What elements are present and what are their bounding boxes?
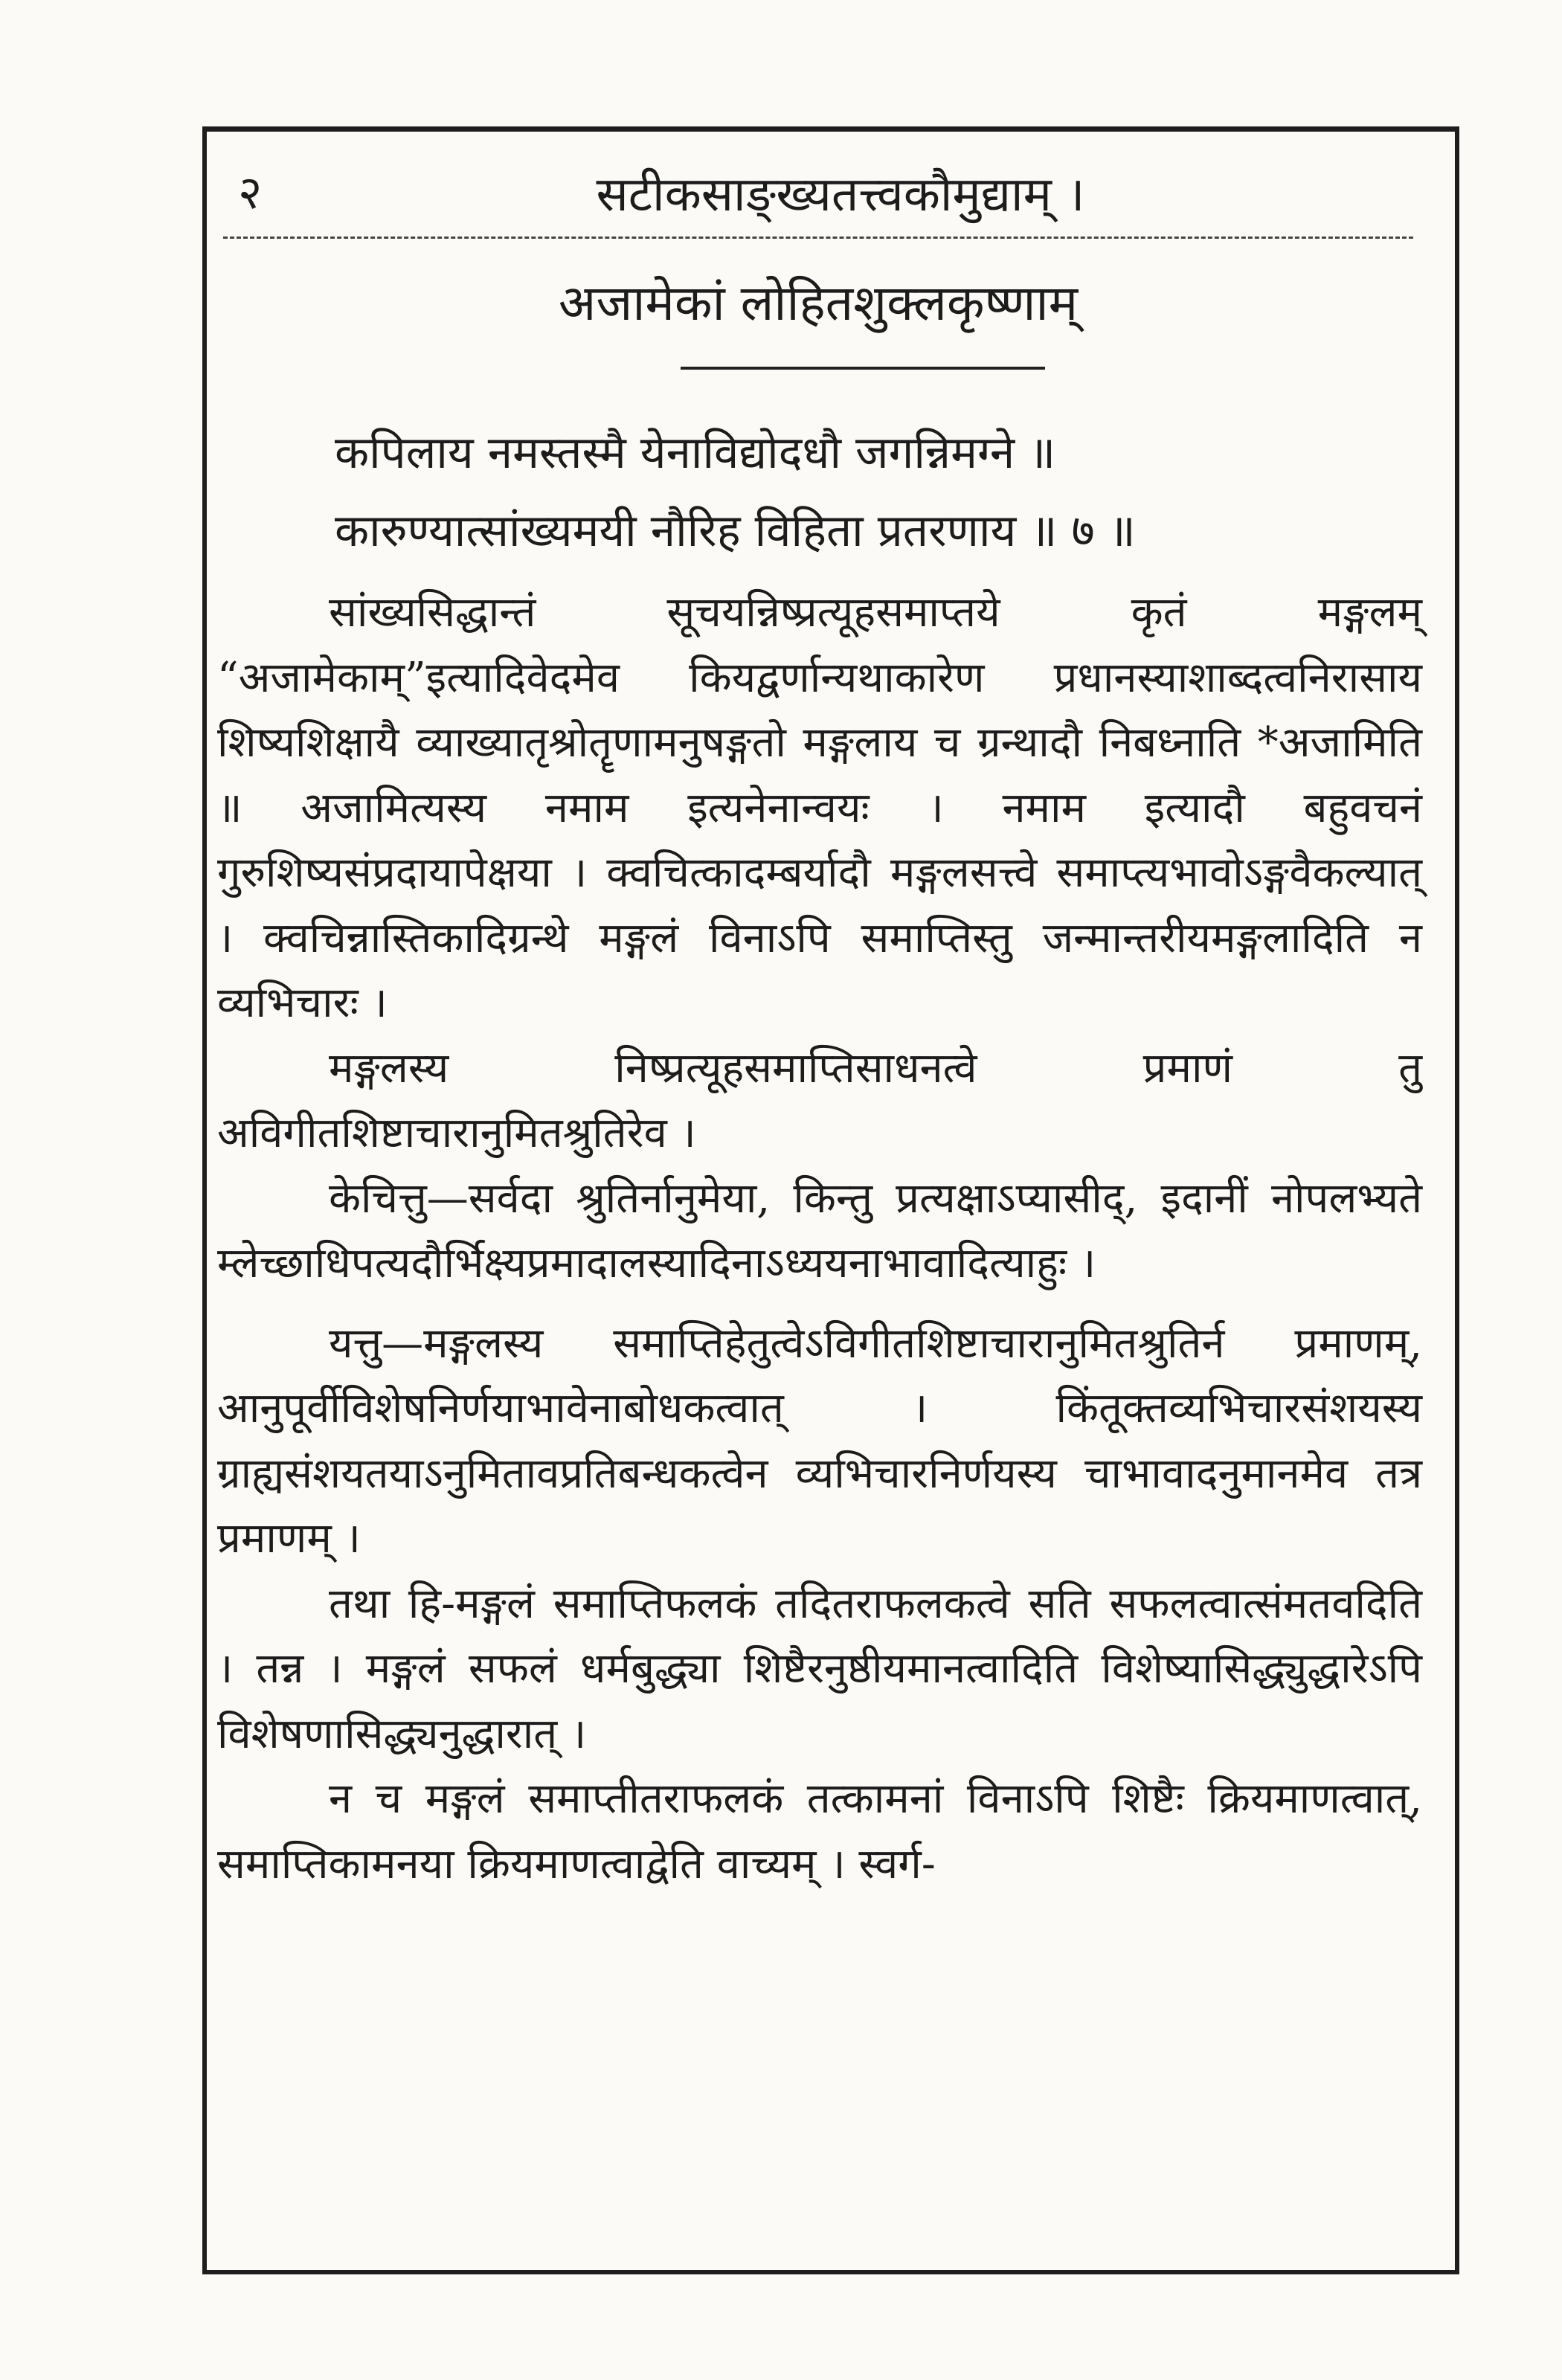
page-number: २ (238, 165, 263, 219)
paragraph-2: मङ्गलस्य निष्प्रत्यूहसमाप्तिसाधनत्वे प्रमाणं तु अविगीतशिष्टाचारानुमितश्रुतिरेव । (217, 1043, 1422, 1157)
verse-line-1: कपिलाय नमस्तस्मै येनाविद्योदधौ जगन्निमग्ने ॥ (335, 427, 1056, 479)
verse-line-2: कारुण्यात्सांख्यमयी नौरिह विहिता प्रतरणाय ॥ ७ ॥ (335, 505, 1136, 557)
section-heading: अजामेकां लोहितशुक्लकृष्णाम् (558, 274, 1079, 332)
paragraph-1: सांख्यसिद्धान्तं सूचयन्निष्प्रत्यूहसमाप्तये कृतं मङ्गलम् “अजामेकाम्”इत्यादिवेदमेव कियद्वर्णान्यथाकारेण प्रधानस्याशाब्दत्वनिरासाय शिष्यशिक्षायै व्याख्यातृश्रोतॄणामनुषङ्गतो मङ्गलाय च ग्रन्थादौ निबध्नाति *अजामिति ॥ अजामित्यस्य नमाम इत्यनेनान्वयः । नमाम इत्यादौ बहुवचनं गुरुशिष्यसंप्रदायापेक्षया । क्वचित्कादम्बर्यादौ मङ्गलसत्त्वे समाप्त्यभावोऽङ्गवैकल्यात् । क्वचिन्नास्तिकादिग्रन्थे मङ्गलं विनाऽपि समाप्तिस्तु जन्मान्तरीयमङ्गलादिति न व्यभिचारः । (217, 588, 1422, 1027)
paragraph-4: यत्तु—मङ्गलस्य समाप्तिहेतुत्वेऽविगीतशिष्टाचारानुमितश्रुतिर्न प्रमाणम्, आनुपूर्वीविशेषनिर्णयाभावेनाबोधकत्वात् । किंतूक्तव्यभिचारसंशयस्य ग्राह्यसंशयतयाऽनुमितावप्रतिबन्धकत्वेन व्यभिचारनिर्णयस्य चाभावादनुमानमेव तत्र प्रमाणम् । (217, 1319, 1422, 1563)
running-title: सटीकसाङ्ख्यतत्त्वकौमुद्याम् । (596, 167, 1085, 222)
header-divider (223, 237, 1413, 239)
paragraph-5: तथा हि-मङ्गलं समाप्तिफलकं तदितराफलकत्वे सति सफलत्वात्संमतवदिति । तन्न । मङ्गलं सफलं धर्मबुद्ध्या शिष्टैरनुष्ठीयमानत्वादिति विशेष्यासिद्ध्युद्धारेऽपि विशेषणासिद्ध्यनुद्धारात् । (217, 1579, 1422, 1758)
paragraph-6: न च मङ्गलं समाप्तीतराफलकं तत्कामनां विनाऽपि शिष्टैः क्रियमाणत्वात्, समाप्तिकामनया क्रियमाणत्वाद्वेति वाच्यम् । स्वर्ग- (217, 1775, 1422, 1888)
paragraph-gap (217, 1296, 1422, 1311)
heading-underline (681, 367, 1045, 370)
commentary-body (217, 580, 1422, 1897)
page-header (223, 152, 1413, 227)
paragraph-3: केचित्तु—सर्वदा श्रुतिर्नानुमेया, किन्तु प्रत्यक्षाऽप्यासीद्, इदानीं नोपलभ्यते म्लेच्छाधिपत्यदौर्भिक्ष्यप्रमादालस्यादिनाऽध्ययनाभावादित्याहुः । (217, 1174, 1422, 1287)
